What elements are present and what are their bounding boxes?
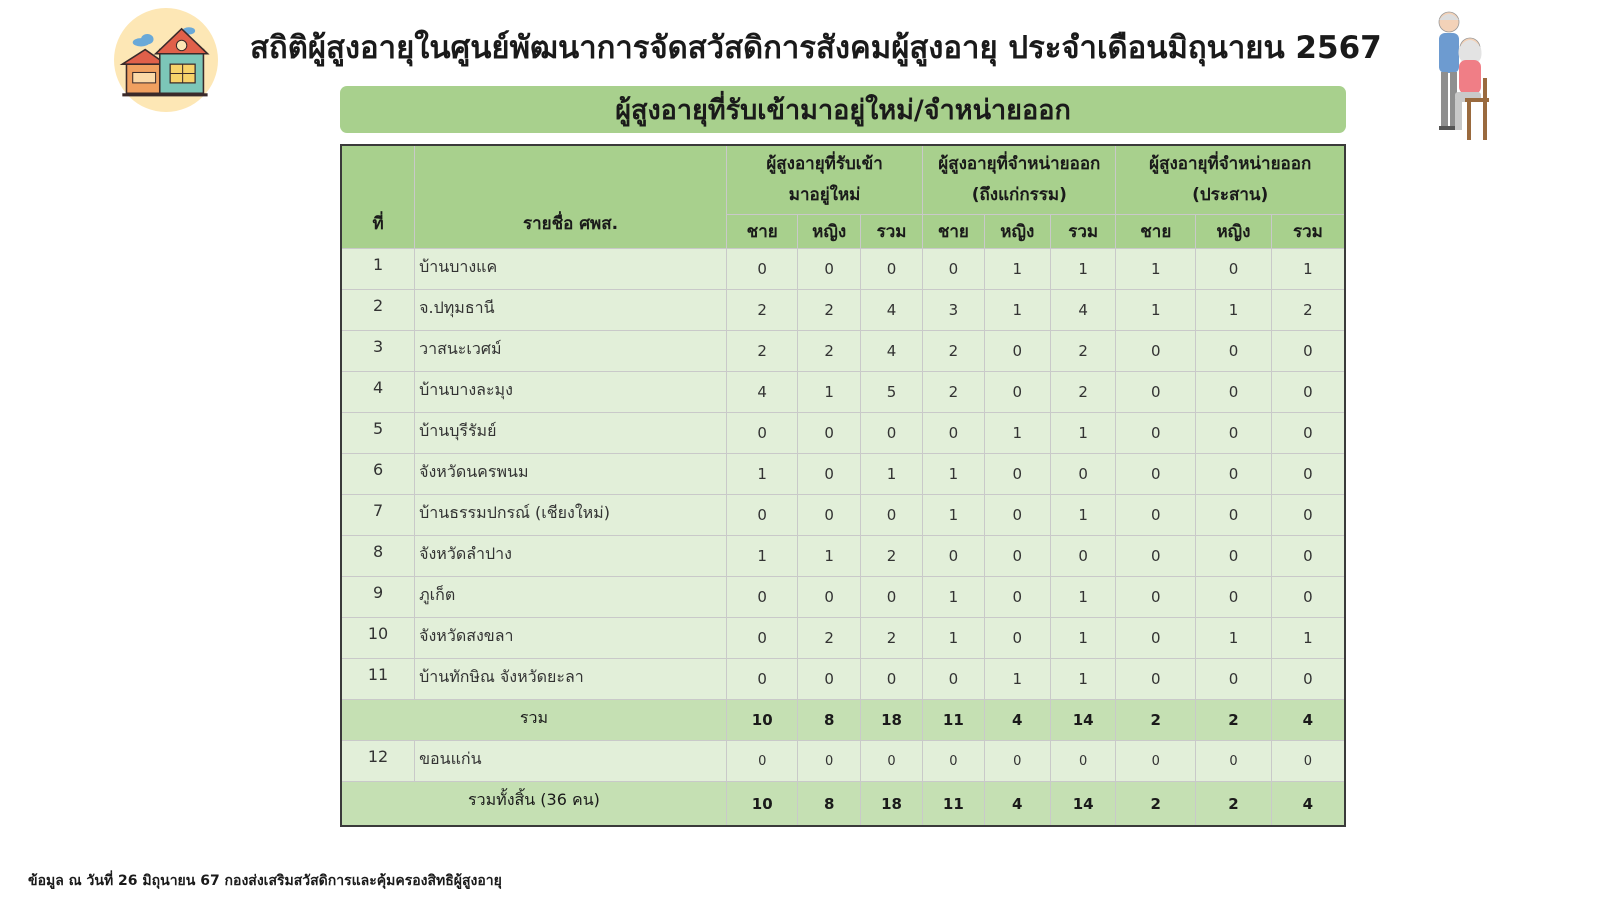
value-cell: 11: [923, 782, 984, 827]
row-number: 5: [341, 413, 415, 454]
value-cell: 1: [798, 536, 860, 577]
value-cell: 0: [1116, 331, 1196, 372]
grand-total-row: [341, 782, 1345, 827]
value-cell: 2: [1116, 782, 1196, 827]
value-cell: 1: [984, 290, 1050, 331]
value-cell: 2: [726, 290, 798, 331]
value-cell: 0: [798, 577, 860, 618]
row-number: 12: [341, 741, 415, 782]
value-cell: 2: [860, 618, 922, 659]
value-cell: 0: [1271, 454, 1345, 495]
header-group-admitted: ผู้สูงอายุที่รับเข้า มาอยู่ใหม่: [726, 145, 922, 215]
table-row: [341, 659, 1345, 700]
row-number: 4: [341, 372, 415, 413]
value-cell: 1: [1116, 249, 1196, 290]
value-cell: 3: [923, 290, 984, 331]
value-cell: 0: [726, 741, 798, 782]
value-cell: 2: [1196, 700, 1272, 741]
value-cell: 4: [1271, 782, 1345, 827]
table-row: [341, 249, 1345, 290]
value-cell: 1: [1271, 249, 1345, 290]
value-cell: 0: [1196, 741, 1272, 782]
value-cell: 1: [1050, 618, 1115, 659]
value-cell: 5: [860, 372, 922, 413]
table-row: [341, 536, 1345, 577]
value-cell: 0: [1116, 372, 1196, 413]
value-cell: 0: [923, 659, 984, 700]
value-cell: 0: [984, 618, 1050, 659]
center-name: จังหวัดนครพนม: [415, 454, 727, 495]
value-cell: 0: [1271, 413, 1345, 454]
value-cell: 0: [726, 495, 798, 536]
value-cell: 4: [1050, 290, 1115, 331]
value-cell: 0: [726, 577, 798, 618]
value-cell: 1: [1050, 495, 1115, 536]
value-cell: 1: [726, 454, 798, 495]
value-cell: 1: [1196, 290, 1272, 331]
value-cell: 0: [1050, 741, 1115, 782]
value-cell: 1: [1271, 618, 1345, 659]
center-name: ภูเก็ต: [415, 577, 727, 618]
value-cell: 8: [798, 782, 860, 827]
value-cell: 1: [923, 618, 984, 659]
value-cell: 2: [923, 372, 984, 413]
value-cell: 0: [1196, 536, 1272, 577]
row-number: 1: [341, 249, 415, 290]
subtotal-label: รวม: [341, 700, 726, 741]
elderly-couple-icon: [1425, 8, 1495, 143]
value-cell: 0: [1196, 454, 1272, 495]
header-group-deceased: ผู้สูงอายุที่จำหน่ายออก (ถึงแก่กรรม): [923, 145, 1116, 215]
value-cell: 1: [1050, 659, 1115, 700]
value-cell: 0: [860, 249, 922, 290]
value-cell: 2: [1050, 331, 1115, 372]
value-cell: 0: [1050, 454, 1115, 495]
row-number: 6: [341, 454, 415, 495]
subtotal-row: [341, 700, 1345, 741]
value-cell: 0: [726, 659, 798, 700]
center-name: บ้านทักษิณ จังหวัดยะลา: [415, 659, 727, 700]
value-cell: 0: [923, 741, 984, 782]
value-cell: 0: [923, 413, 984, 454]
value-cell: 0: [1116, 495, 1196, 536]
value-cell: 1: [1196, 618, 1272, 659]
value-cell: 2: [1116, 700, 1196, 741]
value-cell: 0: [984, 536, 1050, 577]
table-row: [341, 413, 1345, 454]
value-cell: 0: [1196, 331, 1272, 372]
value-cell: 0: [1116, 454, 1196, 495]
header-female: หญิง: [1196, 215, 1272, 249]
value-cell: 1: [1050, 577, 1115, 618]
value-cell: 0: [798, 249, 860, 290]
row-number: 3: [341, 331, 415, 372]
value-cell: 0: [1271, 659, 1345, 700]
value-cell: 0: [1271, 331, 1345, 372]
header-male: ชาย: [726, 215, 798, 249]
row-number: 2: [341, 290, 415, 331]
value-cell: 0: [798, 659, 860, 700]
value-cell: 0: [1116, 741, 1196, 782]
value-cell: 0: [798, 741, 860, 782]
value-cell: 1: [1050, 413, 1115, 454]
header-total: รวม: [1271, 215, 1345, 249]
value-cell: 2: [798, 331, 860, 372]
value-cell: 0: [726, 249, 798, 290]
value-cell: 14: [1050, 700, 1115, 741]
value-cell: 0: [984, 495, 1050, 536]
value-cell: 0: [984, 741, 1050, 782]
header-total: รวม: [1050, 215, 1115, 249]
value-cell: 0: [798, 454, 860, 495]
house-icon: [114, 8, 218, 112]
value-cell: 14: [1050, 782, 1115, 827]
value-cell: 10: [726, 782, 798, 827]
value-cell: 0: [1271, 577, 1345, 618]
section-banner: ผู้สูงอายุที่รับเข้ามาอยู่ใหม่/จำหน่ายออก: [340, 86, 1346, 133]
row-number: 11: [341, 659, 415, 700]
row-number: 10: [341, 618, 415, 659]
value-cell: 1: [1116, 290, 1196, 331]
value-cell: 0: [1116, 536, 1196, 577]
header-male: ชาย: [1116, 215, 1196, 249]
value-cell: 0: [923, 249, 984, 290]
value-cell: 0: [1196, 249, 1272, 290]
data-source-footnote: ข้อมูล ณ วันที่ 26 มิถุนายน 67 กองส่งเสริมสวัสดิการและคุ้มครองสิทธิผู้สูงอายุ: [28, 873, 502, 889]
value-cell: 4: [860, 290, 922, 331]
value-cell: 4: [984, 782, 1050, 827]
value-cell: 4: [726, 372, 798, 413]
row-number: 7: [341, 495, 415, 536]
value-cell: 2: [798, 290, 860, 331]
page-title: สถิติผู้สูงอายุในศูนย์พัฒนาการจัดสวัสดิการสังคมผู้สูงอายุ ประจำเดือนมิถุนายน 2567: [250, 30, 1382, 66]
value-cell: 1: [726, 536, 798, 577]
value-cell: 0: [726, 413, 798, 454]
value-cell: 1: [1050, 249, 1115, 290]
header-total: รวม: [860, 215, 922, 249]
value-cell: 2: [798, 618, 860, 659]
center-name: บ้านบางละมุง: [415, 372, 727, 413]
value-cell: 2: [1196, 782, 1272, 827]
statistics-table: [340, 144, 1346, 827]
value-cell: 0: [1116, 413, 1196, 454]
table-row: [341, 577, 1345, 618]
table-row: [341, 618, 1345, 659]
value-cell: 18: [860, 700, 922, 741]
header-group-transferred: ผู้สูงอายุที่จำหน่ายออก (ประสาน): [1116, 145, 1345, 215]
value-cell: 8: [798, 700, 860, 741]
value-cell: 0: [1271, 741, 1345, 782]
value-cell: 1: [923, 577, 984, 618]
value-cell: 0: [984, 454, 1050, 495]
value-cell: 4: [984, 700, 1050, 741]
value-cell: 4: [860, 331, 922, 372]
value-cell: 0: [1196, 372, 1272, 413]
table-row: [341, 372, 1345, 413]
value-cell: 18: [860, 782, 922, 827]
value-cell: 2: [860, 536, 922, 577]
value-cell: 0: [860, 659, 922, 700]
table-row: [341, 495, 1345, 536]
value-cell: 0: [1196, 577, 1272, 618]
header-female: หญิง: [798, 215, 860, 249]
value-cell: 0: [726, 618, 798, 659]
center-name: จ.ปทุมธานี: [415, 290, 727, 331]
value-cell: 1: [984, 413, 1050, 454]
value-cell: 2: [1050, 372, 1115, 413]
value-cell: 1: [923, 495, 984, 536]
table-row: [341, 331, 1345, 372]
center-name: บ้านบางแค: [415, 249, 727, 290]
value-cell: 0: [923, 536, 984, 577]
value-cell: 1: [984, 659, 1050, 700]
value-cell: 0: [860, 413, 922, 454]
value-cell: 0: [1196, 413, 1272, 454]
table-row: [341, 741, 1345, 782]
value-cell: 0: [1271, 495, 1345, 536]
value-cell: 0: [1271, 372, 1345, 413]
grand-total-label: รวมทั้งสิ้น (36 คน): [341, 782, 726, 827]
center-name: จังหวัดลำปาง: [415, 536, 727, 577]
value-cell: 0: [984, 331, 1050, 372]
value-cell: 0: [798, 413, 860, 454]
value-cell: 0: [1050, 536, 1115, 577]
value-cell: 11: [923, 700, 984, 741]
header-female: หญิง: [984, 215, 1050, 249]
row-number: 9: [341, 577, 415, 618]
table-row: [341, 454, 1345, 495]
table-row: [341, 290, 1345, 331]
value-cell: 2: [1271, 290, 1345, 331]
statistics-table-container: [340, 144, 1346, 827]
value-cell: 0: [1196, 495, 1272, 536]
value-cell: 0: [1271, 536, 1345, 577]
value-cell: 4: [1271, 700, 1345, 741]
value-cell: 10: [726, 700, 798, 741]
center-name: วาสนะเวศม์: [415, 331, 727, 372]
value-cell: 1: [923, 454, 984, 495]
header-male: ชาย: [923, 215, 984, 249]
value-cell: 1: [984, 249, 1050, 290]
value-cell: 1: [860, 454, 922, 495]
center-name: บ้านธรรมปกรณ์ (เชียงใหม่): [415, 495, 727, 536]
center-name: ขอนแก่น: [415, 741, 727, 782]
center-name: จังหวัดสงขลา: [415, 618, 727, 659]
value-cell: 0: [1116, 577, 1196, 618]
value-cell: 0: [860, 577, 922, 618]
value-cell: 0: [984, 577, 1050, 618]
value-cell: 0: [860, 741, 922, 782]
value-cell: 0: [984, 372, 1050, 413]
value-cell: 0: [1196, 659, 1272, 700]
header-no: ที่: [341, 145, 415, 249]
value-cell: 0: [798, 495, 860, 536]
value-cell: 0: [1116, 618, 1196, 659]
value-cell: 2: [726, 331, 798, 372]
center-name: บ้านบุรีรัมย์: [415, 413, 727, 454]
value-cell: 1: [798, 372, 860, 413]
value-cell: 2: [923, 331, 984, 372]
value-cell: 0: [1116, 659, 1196, 700]
row-number: 8: [341, 536, 415, 577]
value-cell: 0: [860, 495, 922, 536]
header-center-name: รายชื่อ ศพส.: [415, 145, 727, 249]
